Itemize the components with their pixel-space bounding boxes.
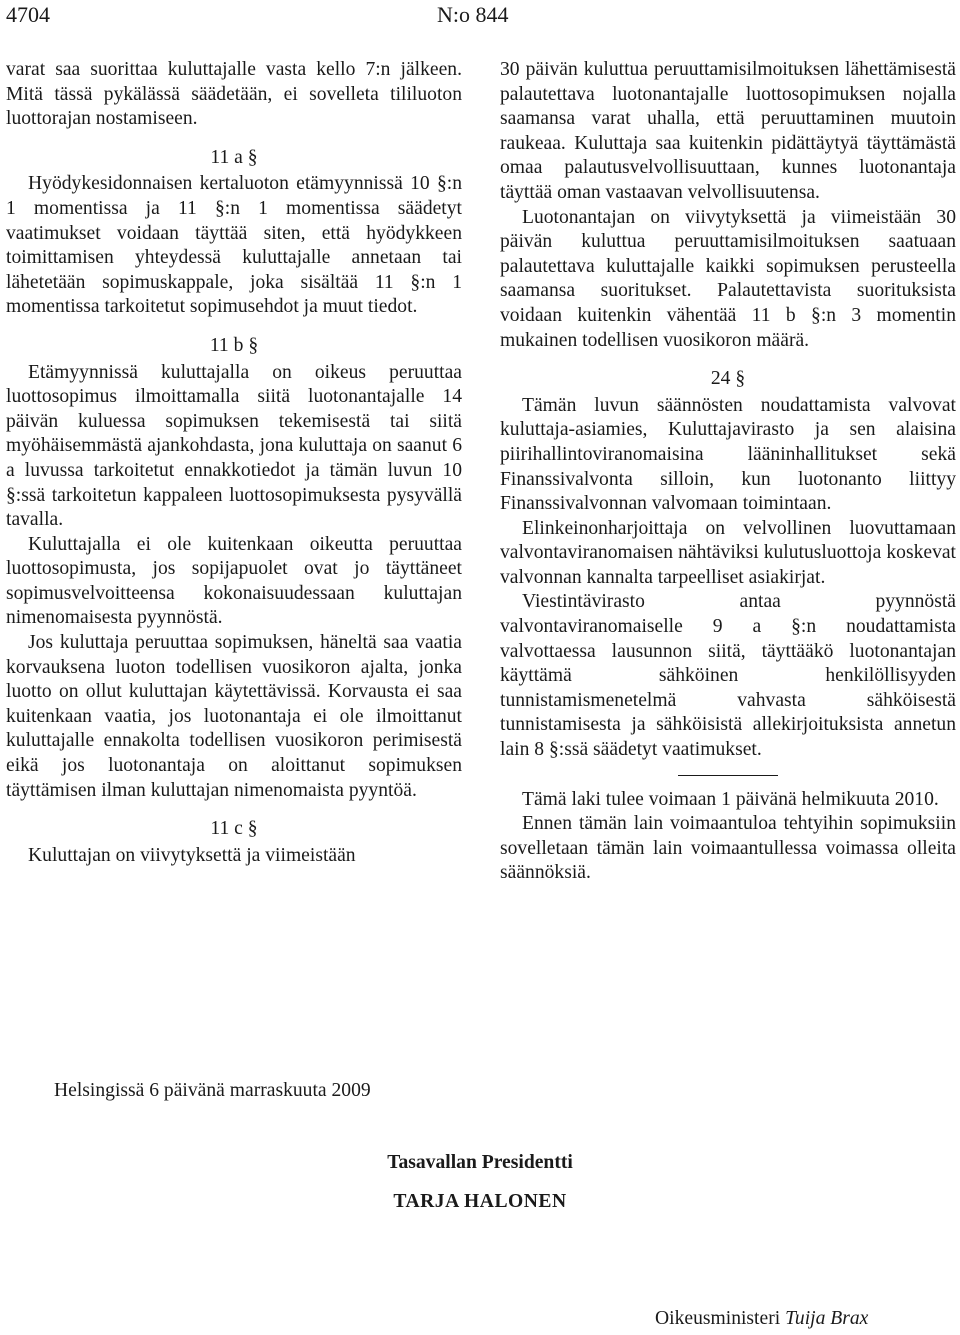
section-24-paragraph-3: Viestintävirasto antaa pyynnöstä valvontaviranomaiselle 9 a §:n noudattamista valvottaessa lausunnon siitä, täyttääkö luotonantajan käyttämä sähköinen henkilöllisyyden tunnistamismenetelmä vahvasta sähköisestä tunnistamisesta ja sähköisistä allekirjoituksista annetun lain 8 §:ssä säädetyt vaatimukset.: [500, 591, 956, 761]
section-11b-paragraph-2: Kuluttajalla ei ole kuitenkaan oikeutta peruuttaa luottosopimusta, jos sopijapuolet ovat jo täyttäneet sopimusvelvoitteensa kokonaisuudessaan kuluttajan nimenomaisesta pyynnöstä.: [6, 533, 462, 629]
right-column: [500, 58, 956, 886]
section-heading-11c: 11 c §: [210, 818, 258, 840]
paragraph-continuation-right: 30 päivän kuluttua peruuttamisilmoituksen lähettämisestä palautettava luotonantajalle luottosopimuksen nojalla saamansa varat uhalla, että peruuttaminen muutoin raukeaa. Kuluttaja saa kuitenkin pidättäytyä täyttämästä omaa palautusvelvollisuuttaan, kunnes luotonantaja täyttää oman vastaavan velvollisuutensa.: [500, 59, 956, 203]
section-11b-paragraph-1: Etämyynnissä kuluttajalla on oikeus peruuttaa luottosopimus ilmoittamalla siitä luotonantajalle 14 päivän kuluessa sopimuksen tekemisestä tai siitä myöhäisemmästä ajankohdasta, jona kuluttaja on saanut 6 a luvussa tarkoitetut ennakkotiedot ja tämän luvun 10 §:ssä tarkoitetun kappaleen luottosopimuksesta pysyvällä tavalla.: [6, 361, 462, 531]
minister-signature: [655, 1308, 868, 1330]
left-column: [6, 58, 462, 868]
minister-title: Oikeusministeri: [655, 1308, 781, 1329]
transitional-paragraph: Ennen tämän lain voimaantuloa tehtyihin sopimuksiin sovelletaan tämän lain voimaantullessa voimassa olleita säännöksiä.: [500, 813, 956, 884]
section-heading-24: 24 §: [710, 368, 746, 390]
section-heading-11a: 11 a §: [210, 146, 258, 168]
section-11b-paragraph-3: Jos kuluttaja peruuttaa sopimuksen, häneltä saa vaatia korvauksena luoton todellisen vuosikoron ajalta, jonka luotto on ollut kuluttajan käytettävissä. Korvausta ei saa kuitenkaan vaatia, jos luotonantaja ei ole ilmoittanut kuluttajalle ennakolta todellisen vuosikoron perimisestä eikä jos luotonantaja on aloittanut sopimuksen täyttämisen ilman kuluttajan nimenomaista pyyntöä.: [6, 632, 462, 801]
signatory-title: Tasavallan Presidentti: [387, 1152, 573, 1173]
issue-number: N:o 844: [437, 2, 509, 27]
section-11c-paragraph: Kuluttajan on viivytyksettä ja viimeistään: [28, 844, 356, 866]
paragraph-continuation: varat saa suorittaa kuluttajalle vasta kello 7:n jälkeen. Mitä tässä pykälässä säädetään, ei sovelleta tililuoton luottorajan nostamiseen.: [6, 59, 462, 130]
minister-name: Tuija Brax: [785, 1308, 869, 1329]
section-24-paragraph-1: Tämän luvun säännösten noudattamista valvovat kuluttaja-asiamies, Kuluttajavirasto ja sen alaisina piirihallintoviranomaisina lääninhallitukset sekä Finanssivalvonta silloin, kun luotonanto liittyy Finanssivalvonnan valvomaan toimintaan.: [500, 394, 956, 515]
section-heading-11b: 11 b §: [209, 334, 259, 356]
separator-line: [678, 775, 778, 776]
section-11c-paragraph-2: Luotonantajan on viivytyksettä ja viimeistään 30 päivän kuluttua peruuttamisilmoituksen saatuaan palautettava kuluttajalle kaikki sopimuksen perusteella saamansa suoritukset. Palautettavista suorituksista voidaan kuitenkin vähentää 11 b §:n 3 momentin mukainen todellisen vuosikoron määrä.: [500, 206, 956, 351]
signatory-name: TARJA HALONEN: [393, 1191, 567, 1212]
place-and-date: Helsingissä 6 päivänä marraskuuta 2009: [54, 1080, 371, 1101]
entry-into-force-paragraph: Tämä laki tulee voimaan 1 päivänä helmikuuta 2010.: [522, 788, 939, 810]
section-11a-paragraph: Hyödykesidonnaisen kertaluoton etämyynnissä 10 §:n 1 momentissa ja 11 §:n 1 momentissa säädetyt vaatimukset voidaan täyttää siten, että hyödykkeen toimittamisen yhteydessä kuluttajalle annetaan tai lähetetään sopimuskappale, joka sisältää 11 §:n 1 momentissa tarkoitetut sopimusehdot ja muut tiedot.: [6, 173, 462, 318]
section-24-paragraph-2: Elinkeinonharjoittaja on velvollinen luovuttamaan valvontaviranomaisen nähtäviksi kulutusluottoja koskevat valvonnan kannalta tarpeelliset asiakirjat.: [500, 517, 956, 588]
page-number: 4704: [6, 2, 50, 27]
